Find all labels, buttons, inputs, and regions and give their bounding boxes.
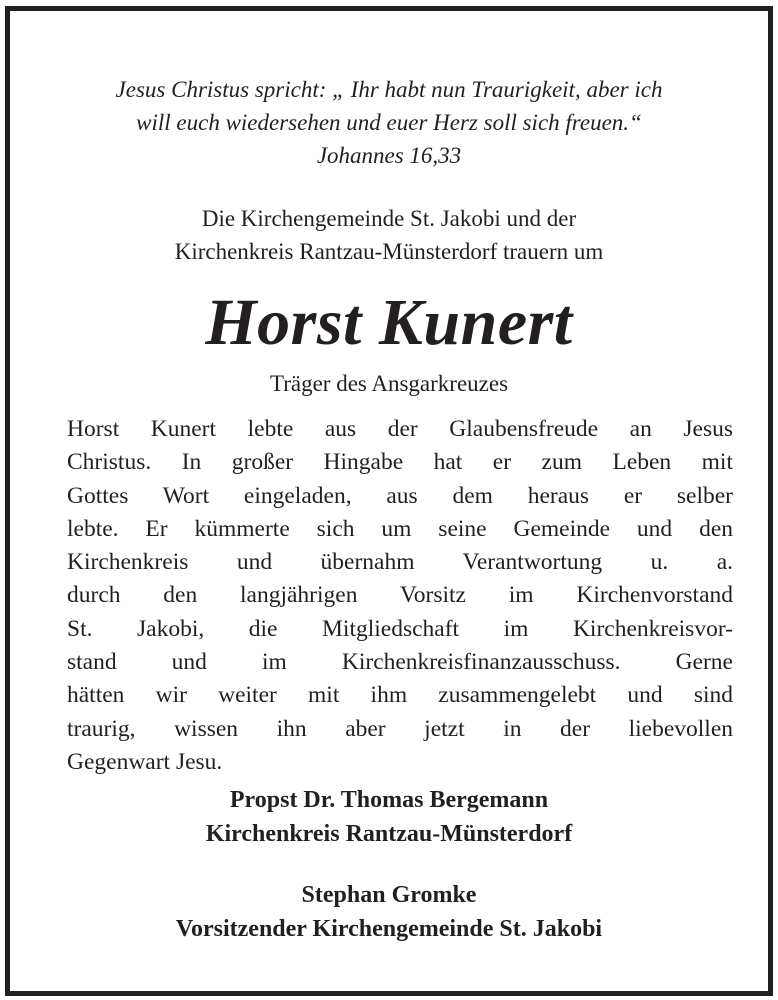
quote-line: Jesus Christus spricht: „ Ihr habt nun Traurigkeit, aber ich — [115, 77, 663, 102]
bible-quote — [10, 73, 768, 172]
tribute-text — [67, 413, 733, 779]
tribute-line: traurig, wissen ihn aber jetzt in der liebevollen — [67, 715, 733, 742]
deceased-name: Horst Kunert — [205, 286, 573, 359]
signatory-role: Vorsitzender Kirchengemeinde St. Jakobi — [175, 916, 603, 942]
tribute-line: Christus. In großer Hingabe hat er zum Leben mit — [67, 449, 733, 476]
obituary-frame — [5, 6, 773, 996]
honor-title: Träger des Ansgarkreuzes — [269, 371, 509, 396]
signature-block-chair — [10, 878, 768, 946]
quote-reference: Johannes 16,33 — [316, 143, 462, 168]
tribute-line: St. Jakobi, die Mitgliedschaft im Kirchenkreisvor- — [67, 615, 733, 642]
intro-line: Kirchenkreis Rantzau-Münsterdorf trauern um — [174, 239, 604, 264]
signatory-name: Propst Dr. Thomas Bergemann — [229, 787, 549, 813]
tribute-line: hätten wir weiter mit ihm zusammengelebt und sind — [67, 682, 733, 709]
mourning-intro — [10, 202, 768, 268]
signatory-role: Kirchenkreis Rantzau-Münsterdorf — [205, 821, 573, 847]
tribute-line: Kirchenkreis und übernahm Verantwortung u. a. — [67, 549, 733, 576]
signatory-name: Stephan Gromke — [301, 882, 477, 908]
signature-block-propst — [10, 783, 768, 851]
intro-line: Die Kirchengemeinde St. Jakobi und der — [201, 206, 577, 231]
quote-line: will euch wiedersehen und euer Herz soll sich freuen.“ — [136, 110, 642, 135]
tribute-line: durch den langjährigen Vorsitz im Kirchenvorstand — [67, 582, 733, 609]
tribute-line: stand und im Kirchenkreisfinanzausschuss. Gerne — [67, 649, 733, 676]
tribute-line: Gegenwart Jesu. — [67, 748, 223, 775]
tribute-line: Horst Kunert lebte aus der Glaubensfreude an Jesus — [67, 416, 733, 442]
tribute-line: Gottes Wort eingeladen, aus dem heraus er selber — [67, 482, 733, 509]
tribute-line: lebte. Er kümmerte sich um seine Gemeinde und den — [67, 515, 733, 542]
